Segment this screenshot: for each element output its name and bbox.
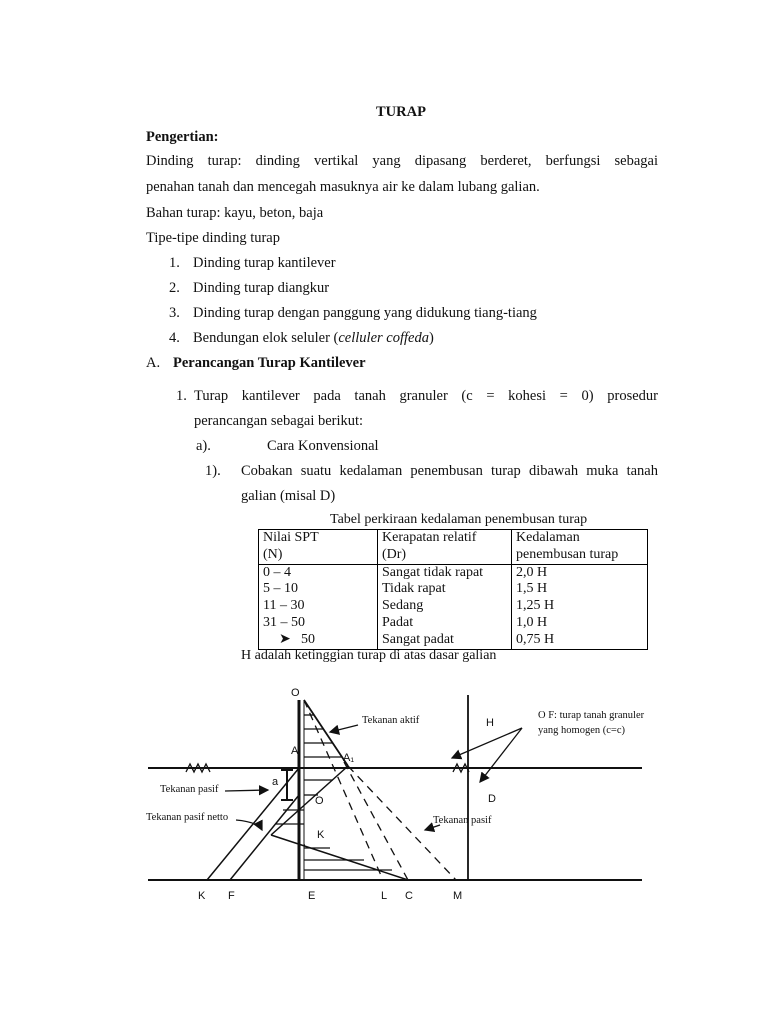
label-K-mid: K bbox=[317, 829, 325, 841]
label-O-top: O bbox=[291, 687, 300, 699]
list-text-italic: celluler coffeda bbox=[338, 330, 429, 346]
arrow-tekanan-pasif-left bbox=[225, 790, 268, 791]
note-tekanan-pasif-netto: Tekanan pasif netto bbox=[146, 812, 229, 823]
label-E: E bbox=[308, 890, 316, 902]
table-cell: 2,0 H bbox=[512, 564, 648, 581]
materials-line: Bahan turap: kayu, beton, baja bbox=[146, 205, 324, 221]
label-L: L bbox=[381, 890, 388, 902]
table-cell: 1,5 H bbox=[512, 581, 648, 598]
list-number: 4. bbox=[169, 330, 180, 346]
list-text-before: Bendungan elok seluler ( bbox=[193, 330, 339, 346]
table-cell: Tidak rapat bbox=[378, 581, 512, 598]
label-C: C bbox=[405, 890, 413, 902]
table-cell: 1,25 H bbox=[512, 598, 648, 615]
table-cell: Padat bbox=[378, 615, 512, 632]
section-a-title: Perancangan Turap Kantilever bbox=[173, 355, 366, 371]
header-line: Kedalaman bbox=[516, 530, 580, 545]
note-tekanan-aktif: Tekanan aktif bbox=[362, 715, 420, 726]
section-a-letter: A. bbox=[146, 355, 161, 371]
sub-1-line-1: Cobakan suatu kedalaman penembusan turap dibawah muka tanah bbox=[241, 463, 658, 479]
table-cell: 0,75 H bbox=[512, 632, 648, 649]
header-line: (Dr) bbox=[382, 546, 407, 562]
table-cell: 5 – 10 bbox=[259, 581, 378, 598]
passive-line-F bbox=[230, 795, 299, 880]
arrow-of-1 bbox=[452, 728, 522, 758]
table-caption: Tabel perkiraan kedalaman penembusan turap bbox=[330, 512, 588, 527]
greater-than-arrow-icon: ➤ bbox=[279, 631, 291, 647]
table-note: H adalah ketinggian turap di atas dasar galian bbox=[241, 648, 497, 663]
label-a: a bbox=[272, 776, 279, 788]
note-tekanan-pasif-right: Tekanan pasif bbox=[433, 815, 492, 826]
header-line: (N) bbox=[263, 546, 283, 562]
list-text: Dinding turap dengan panggung yang didukung tiang-tiang bbox=[193, 305, 537, 321]
step-1-line-2: perancangan sebagai berikut: bbox=[194, 413, 364, 429]
sub-1-label: 1). bbox=[205, 463, 221, 479]
note-tekanan-pasif-left: Tekanan pasif bbox=[160, 784, 219, 795]
sub-a-label: a). bbox=[196, 438, 211, 454]
list-text: Dinding turap kantilever bbox=[193, 255, 336, 271]
table-cell: Sedang bbox=[378, 598, 512, 615]
types-intro: Tipe-tipe dinding turap bbox=[146, 230, 280, 246]
page-title: TURAP bbox=[376, 104, 426, 120]
table-cell: 1,0 H bbox=[512, 615, 648, 632]
table-cell: Sangat padat bbox=[378, 632, 512, 649]
definition-line-2: penahan tanah dan mencegah masuknya air ke dalam lubang galian. bbox=[146, 179, 540, 195]
table-cell: 11 – 30 bbox=[259, 598, 378, 615]
label-F: F bbox=[228, 890, 235, 902]
label-H: H bbox=[486, 717, 494, 729]
sub-1-line-2: galian (misal D) bbox=[241, 488, 336, 504]
arrow-of-2 bbox=[480, 728, 522, 782]
definition-heading: Pengertian: bbox=[146, 129, 219, 145]
list-number: 3. bbox=[169, 305, 180, 321]
table-cell: Sangat tidak rapat bbox=[378, 564, 512, 581]
step-1-number: 1. bbox=[176, 388, 187, 404]
header-line: penembusan turap bbox=[516, 546, 619, 562]
list-text-after: ) bbox=[428, 330, 434, 346]
list-number: 1. bbox=[169, 255, 180, 271]
label-K-bot: K bbox=[198, 890, 206, 902]
active-pressure-line bbox=[304, 700, 348, 766]
list-number: 2. bbox=[169, 280, 180, 296]
arrow-tekanan-aktif bbox=[330, 725, 358, 732]
cell-value: 50 bbox=[301, 631, 315, 647]
sub-a-text: Cara Konvensional bbox=[267, 438, 379, 454]
table-cell: 31 – 50 bbox=[259, 615, 378, 632]
list-text: Dinding turap diangkur bbox=[193, 280, 330, 296]
step-1-line-1: Turap kantilever pada tanah granuler (c = kohesi = 0) prosedur bbox=[194, 388, 658, 404]
label-M: M bbox=[453, 890, 463, 902]
header-line: Nilai SPT bbox=[263, 530, 319, 545]
note-of-line-2: yang homogen (c=c) bbox=[538, 725, 625, 736]
header-line: Kerapatan relatif bbox=[382, 530, 477, 545]
label-O-mid: O bbox=[315, 795, 324, 807]
note-of-line-1: O F: turap tanah granuler bbox=[538, 710, 645, 721]
table-cell: 0 – 4 bbox=[259, 564, 378, 581]
definition-line-1: Dinding turap: dinding vertikal yang dipasang berderet, berfungsi sebagai bbox=[146, 153, 658, 169]
label-A: A bbox=[291, 745, 299, 757]
label-D: D bbox=[488, 793, 496, 805]
label-A1: A₁ bbox=[343, 752, 355, 764]
